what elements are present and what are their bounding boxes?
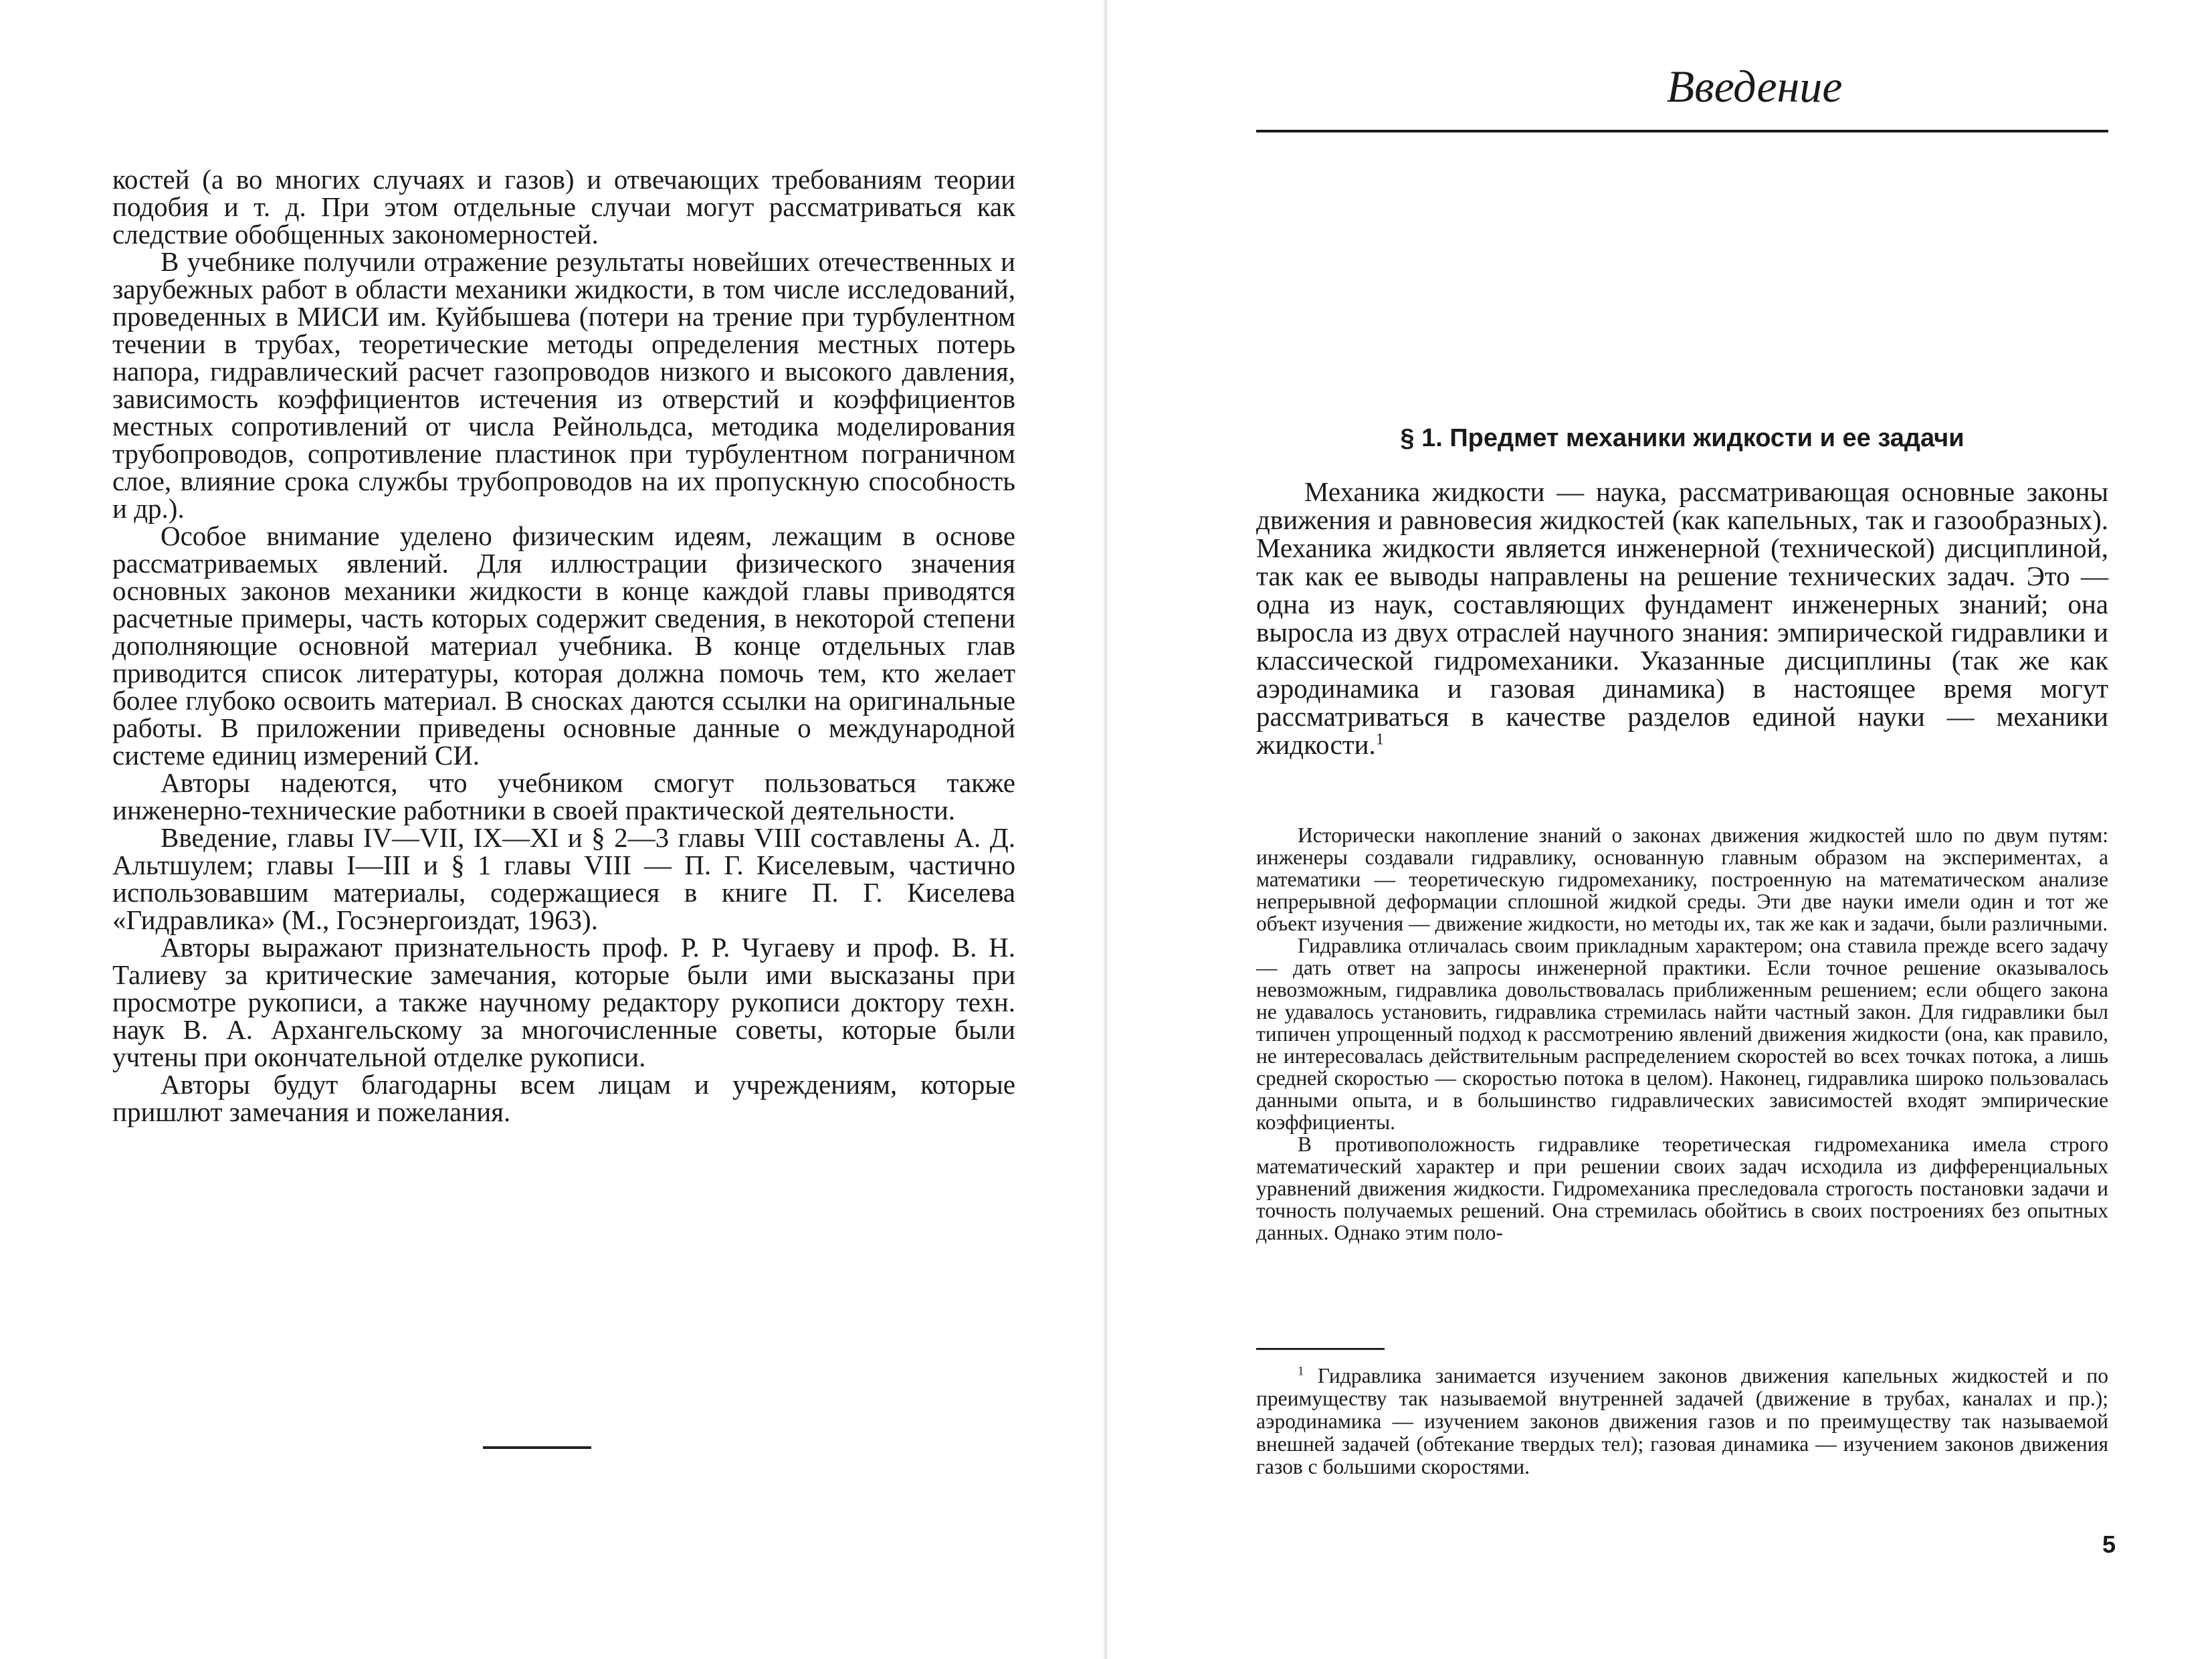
left-paragraph-2: В учебнике получили отражение результаты новейших отечественных и зарубежных работ в области механики жидкости, в том числе исследований, проведенных в МИСИ им. Куйбышева (потери на трение при турбулентном течении в трубах, теоретические методы определения местных потерь напора, гидравлический расчет газопроводов низкого и высокого давления, зависимость коэффициентов истечения из отверстий и коэффициентов местных сопротивлений от числа Рейнольдса, методика моделирования трубопроводов, сопротивление пластинок при турбулентном пограничном слое, влияние срока службы трубопроводов на их пропускную способность и др.). [112,246,1015,524]
end-of-preface-rule [483,1446,591,1449]
small-paragraph-2: Гидравлика отличалась своим прикладным характером; она ставила прежде всего задачу — дать ответ на запросы инженерной практики. Если точное решение оказывалось невозможным, гидравлика довольствовалась приближенным решением; если общего закона не удавалось установить, гидравлика стремилась найти частный закон. Для гидравлики был типичен упрощенный подход к рассмотрению явлений движения жидкости (она, как правило, не интересовалась действительным распределением скоростей во всех точках потока, а лишь средней скоростью — скоростью потока в целом). Наконец, гидравлика широко пользовалась данными опыта, и в большинство гидравлических зависимостей входят эмпирические коэффициенты. [1256,934,2108,1134]
running-head: Введение [1666,61,1843,112]
left-paragraph-7: Авторы будут благодарны всем лицам и учреждениям, которые пришлют замечания и пожелания. [112,1069,1015,1127]
small-paragraph-1: Исторически накопление знаний о законах движения жидкостей шло по двум путям: инженеры создавали гидравлику, основанную главным образом на экспериментах, а математики — теоретическую гидромеханику, построенную на математическом анализе непрерывной деформации сплошной жидкой среды. Эти две науки имели один и тот же объект изучения — движение жидкости, но методы их, так же как и задачи, были различными. [1256,823,2108,935]
left-paragraph-4: Авторы надеются, что учебником смогут пользоваться также инженерно-технические работники в своей практической деятельности. [112,767,1015,825]
footnote-separator [1256,1348,1385,1350]
footnote [1256,1365,2108,1478]
left-paragraph-1: костей (а во многих случаях и газов) и отвечающих требованиям теории подобия и т. д. При этом отдельные случаи могут рассматриваться как следствие обобщенных закономерностей. [112,164,1015,250]
main-text-block [1256,478,2108,759]
running-head-rule [1256,130,2108,132]
left-paragraph-5: Введение, главы IV—VII, IX—XI и § 2—3 главы VIII составлены А. Д. Альтшулем; главы I—III и § 1 главы VIII — П. Г. Киселевым, частично использовавшим материалы, содержащиеся в книге П. Г. Киселева «Гидравлика» (М., Госэнергоиздат, 1963). [112,822,1015,935]
left-paragraph-6: Авторы выражают признательность проф. Р. Р. Чугаеву и проф. В. Н. Талиеву за критические замечания, которые были ими высказаны при просмотре рукописи, а также научному редактору рукописи доктору техн. наук В. А. Архангельскому за многочисленные советы, которые были учтены при окончательной отделке рукописи. [112,932,1015,1072]
footnote-text: Гидравлика занимается изучением законов движения капельных жидкостей и по преимуществу так называемой внутренней задачей (движение в трубах, каналах и пр.); аэродинамика — изучением законов движения газов и по преимуществу так называемой внешней задачей (обтекание твердых тел); газовая динамика — изучением законов движения газов с большими скоростями. [1256,1364,2109,1478]
section-title: § 1. Предмет механики жидкости и ее задачи [1400,424,1965,452]
page-number: 5 [2102,1531,2116,1558]
left-page-text [112,166,1015,1126]
main-paragraph-text: Механика жидкости — наука, рассматривающая основные законы движения и равновесия жидкостей (как капельных, так и газообразных). Механика жидкости является инженерной (технической) дисциплиной, так как ее выводы направлены на решение технических задач. Это — одна из наук, составляющих фундамент инженерных знаний; она выросла из двух отраслей научного знания: эмпирической гидравлики и классической гидромеханики. Указанные дисциплины (так же как аэродинамика и газовая динамика) в настоящее время могут рассматриваться в качестве разделов единой науки — механики жидкости. [1256,476,2108,760]
small-paragraph-3: В противоположность гидравлике теоретическая гидромеханика имела строго математический характер и при решении своих задач исходила из дифференциальных уравнений движения жидкости. Гидромеханика преследовала строгость постановки задачи и точность получаемых решений. Она стремилась обойтись в своих построениях без опытных данных. Однако этим поло- [1256,1133,2108,1244]
right-page [1106,0,2212,1659]
left-paragraph-3: Особое внимание уделено физическим идеям, лежащим в основе рассматриваемых явлений. Для иллюстрации физического значения основных законов механики жидкости в конце каждой главы приводятся расчетные примеры, часть которых содержит сведения, в некоторой степени дополняющие основной материал учебника. В конце отдельных глав приводится список литературы, которая должна помочь тем, кто желает более глубоко освоить материал. В сносках даются ссылки на оригинальные работы. В приложении приведены основные данные о международной системе единиц измерений СИ. [112,520,1015,771]
small-print-block [1256,824,2108,1244]
footnote-reference: 1 [1375,730,1385,749]
footnote-marker: 1 [1298,1364,1304,1379]
footnote-paragraph [1256,1365,2108,1478]
main-paragraph [1256,478,2108,759]
